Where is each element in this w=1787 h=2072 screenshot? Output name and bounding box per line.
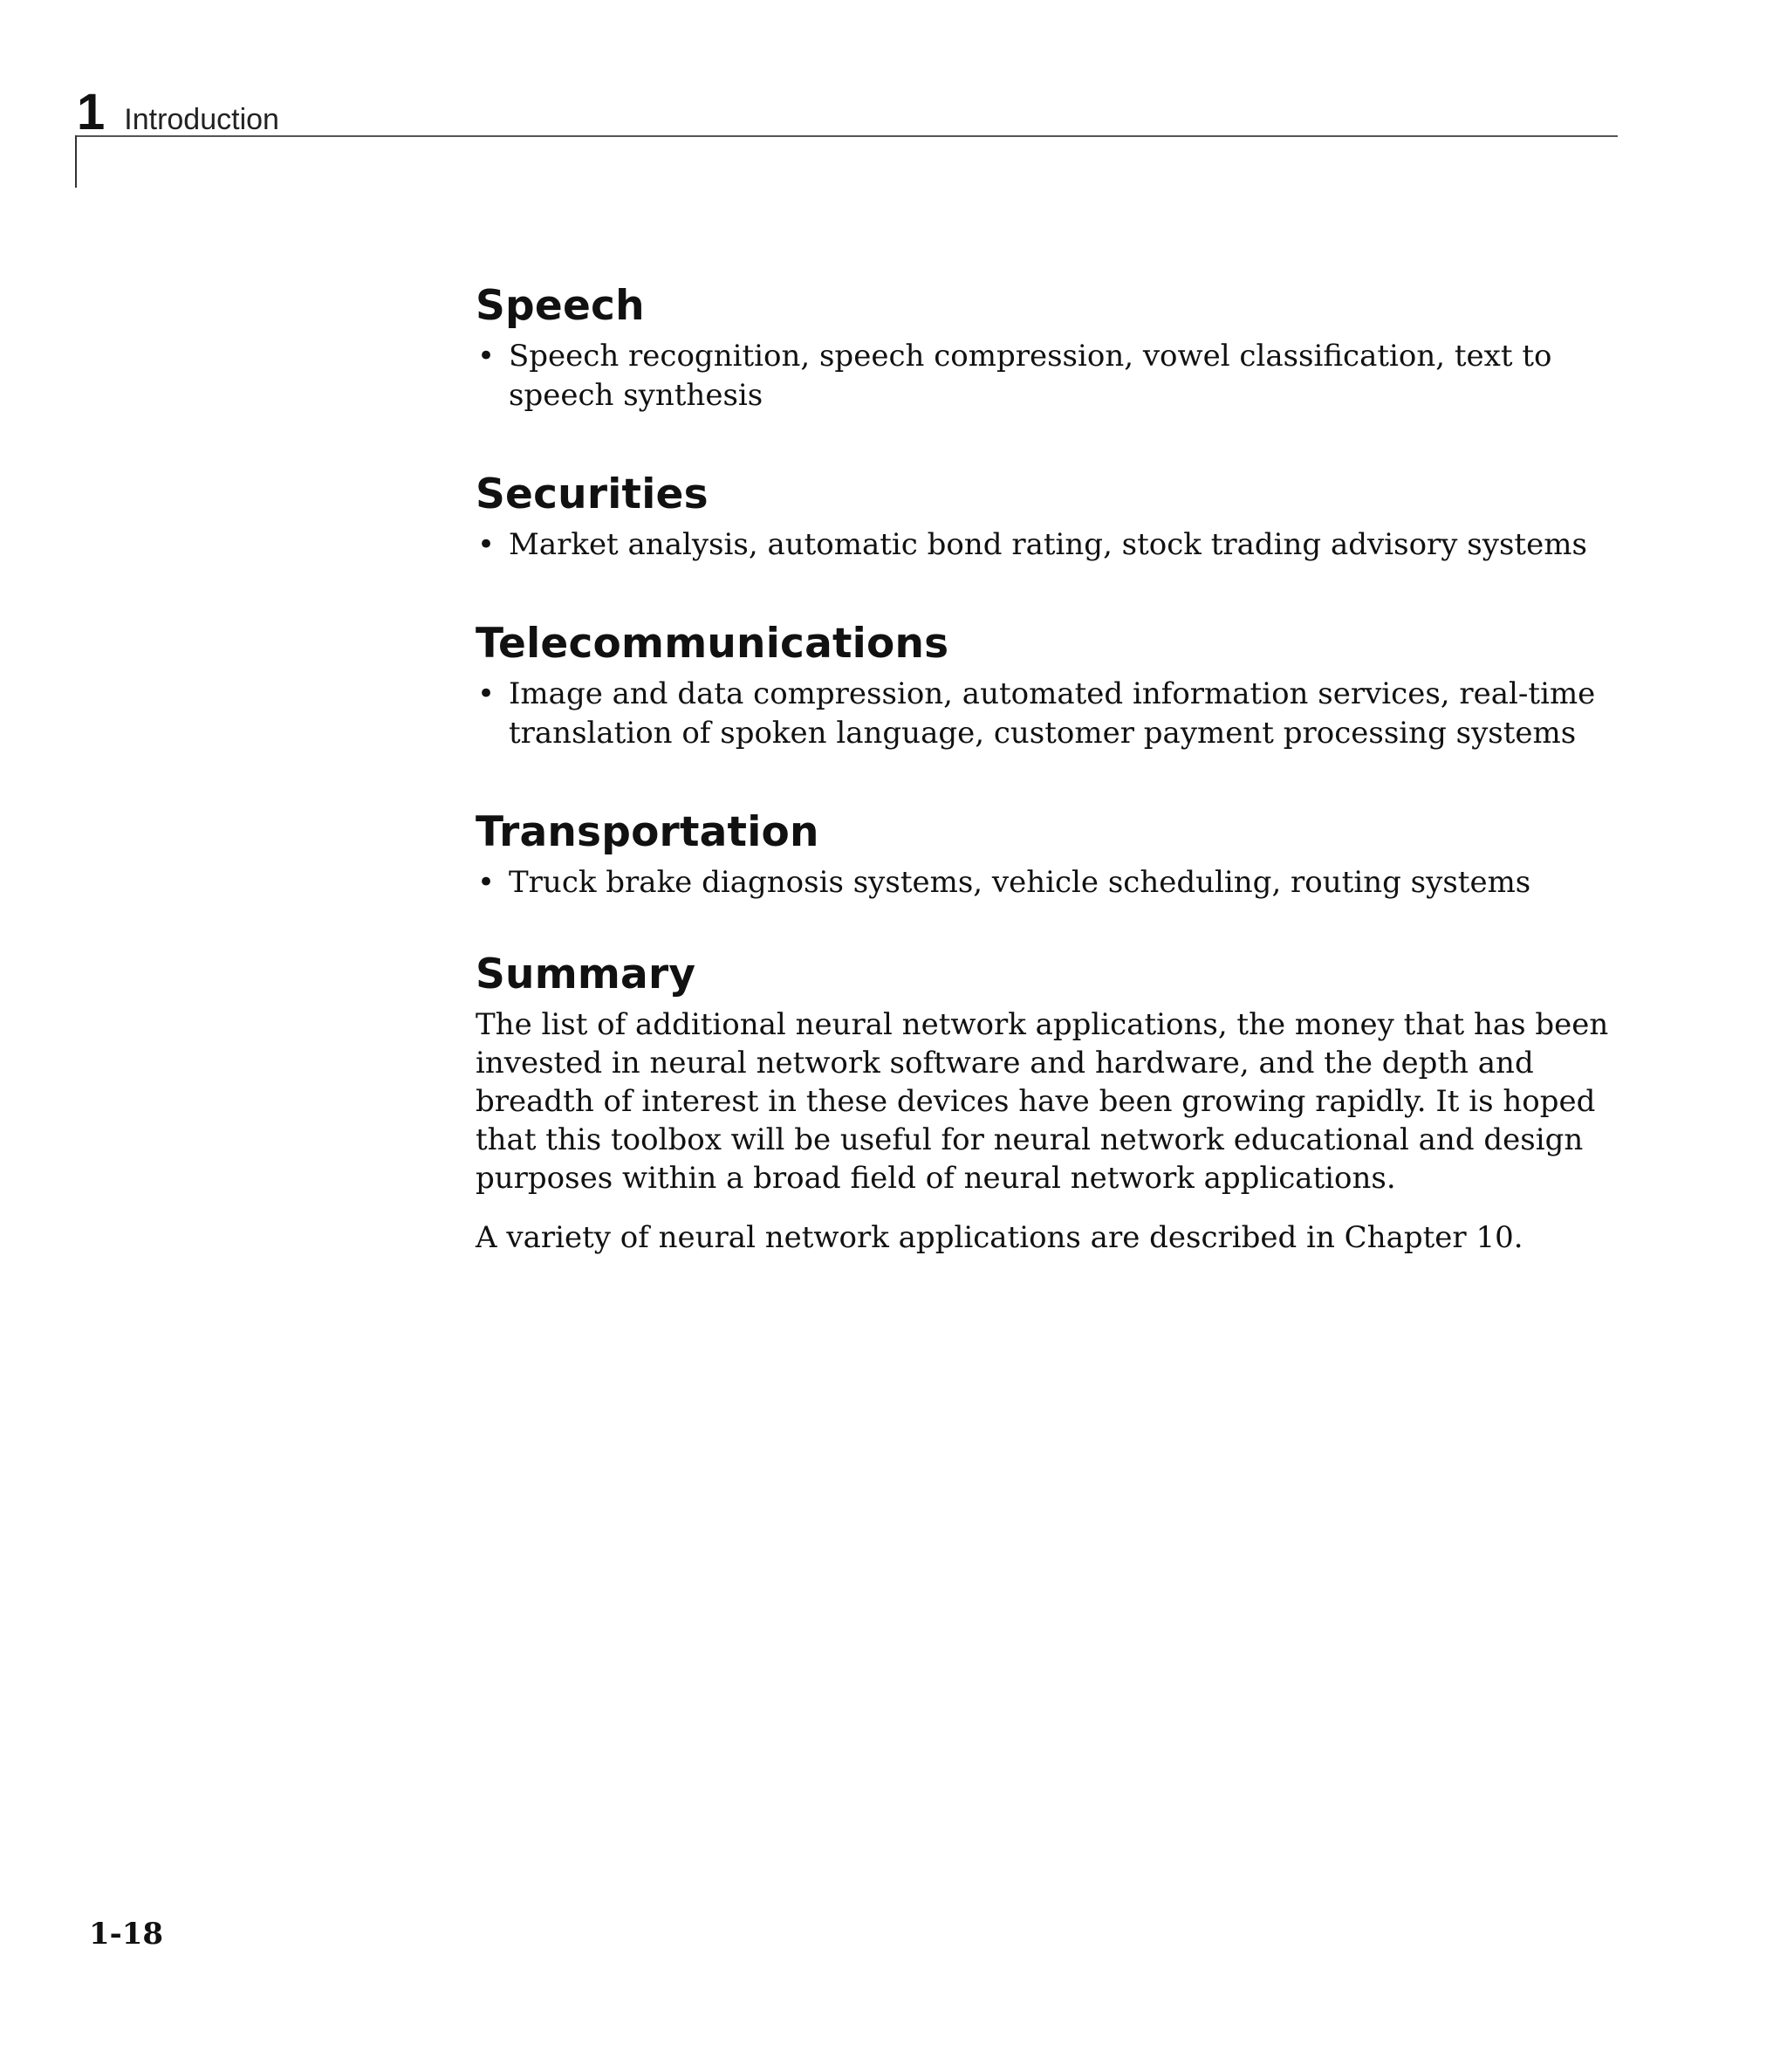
bullet-icon: •: [477, 339, 496, 374]
list-item: [476, 863, 1636, 902]
section-heading: Summary: [476, 950, 696, 998]
bullet-icon: •: [477, 865, 496, 900]
bullet-list: [476, 863, 1636, 902]
list-item-text: Truck brake diagnosis systems, vehicle scheduling, routing systems: [509, 865, 1531, 900]
section-transportation: [476, 806, 1636, 902]
section-heading: Transportation: [476, 808, 819, 856]
summary-paragraph: The list of additional neural network applications, the money that has been invested in neural network software and hardware, and the depth and breadth of interest in these devices have been growing rapidly. It is hoped that this toolbox will be useful for neural network educational and design purposes within a broad field of neural network applications.: [476, 1007, 1609, 1196]
chapter-title: Introduction: [124, 103, 279, 136]
section-heading: Securities: [476, 470, 709, 518]
section-speech: [476, 279, 1636, 415]
page-number: 1-18: [89, 1917, 164, 1952]
list-item: [476, 675, 1636, 753]
bullet-icon: •: [477, 676, 496, 711]
section-heading: Speech: [476, 282, 645, 330]
bullet-icon: •: [477, 527, 496, 562]
summary-paragraph: A variety of neural network applications are described in Chapter 10.: [476, 1220, 1523, 1255]
chapter-number: 1: [77, 84, 106, 141]
section-securities: [476, 468, 1636, 565]
header-margin-tick: [75, 135, 77, 188]
list-item-text: Image and data compression, automated information services, real-time translation of spoken language, customer payment processing systems: [509, 676, 1596, 751]
bullet-list: [476, 675, 1636, 753]
list-item-text: Market analysis, automatic bond rating, stock trading advisory systems: [509, 527, 1587, 562]
section-telecommunications: [476, 617, 1636, 753]
page-content: [476, 279, 1636, 1278]
section-heading: Telecommunications: [476, 620, 949, 668]
bullet-list: [476, 337, 1636, 415]
list-item: [476, 337, 1636, 415]
header-rule: [75, 135, 1618, 137]
running-header: [77, 77, 279, 141]
list-item: [476, 525, 1636, 565]
list-item-text: Speech recognition, speech compression, vowel classification, text to speech synthesis: [509, 339, 1552, 413]
bullet-list: [476, 525, 1636, 565]
section-summary: [476, 948, 1636, 1257]
